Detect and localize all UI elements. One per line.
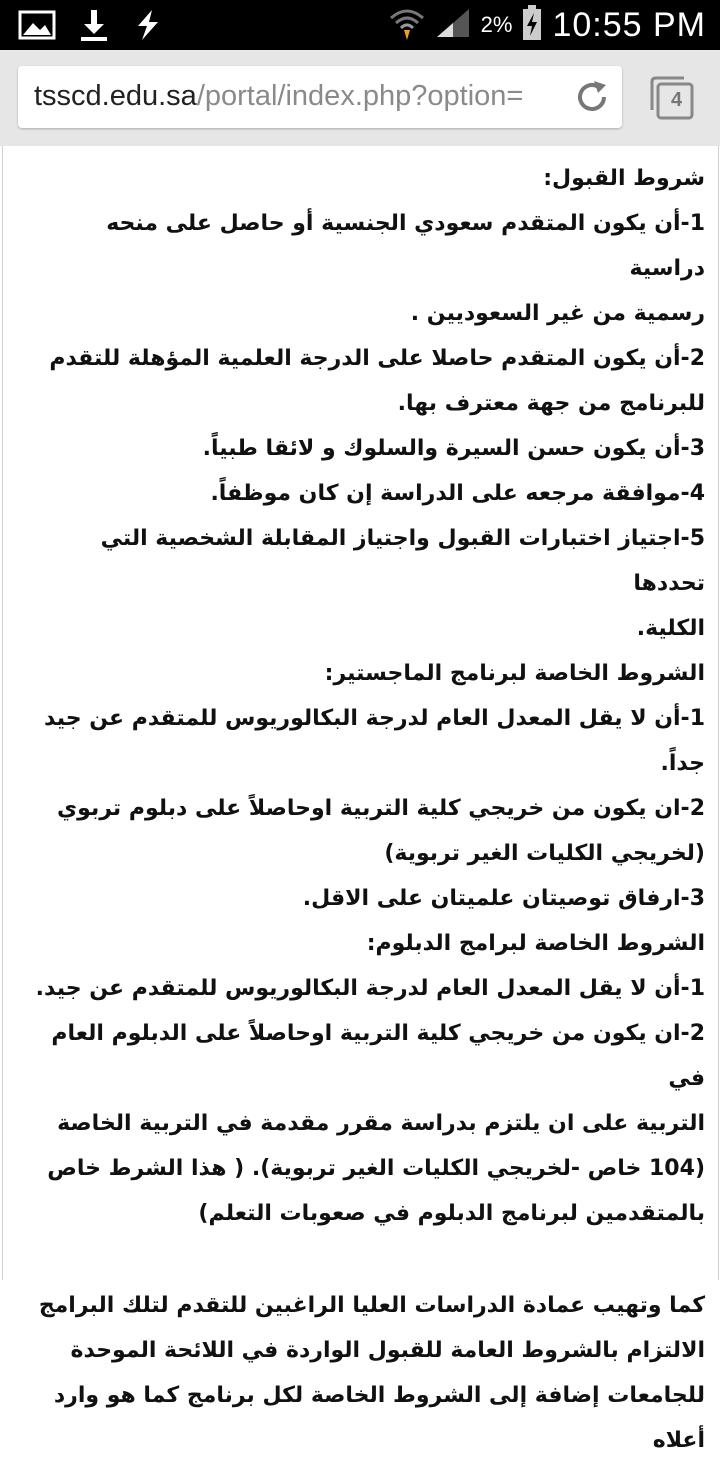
reload-icon[interactable] [574,79,610,115]
text-line: 1-أن لا يقل المعدل العام لدرجة البكالوريوس للمتقدم عن جيد جداً. [44,706,705,776]
text-line: بالمتقدمين لبرنامج الدبلوم في صعوبات التعلم) [198,1201,705,1226]
text-line: (لخريجي الكليات الغير تربوية) [384,841,705,866]
section-heading: شروط القبول: [543,166,705,191]
text-line: الالتزام بالشروط العامة للقبول الواردة في اللائحة الموحدة [70,1338,705,1363]
text-line: 2-أن يكون المتقدم حاصلا على الدرجة العلمية المؤهلة للتقدم [49,346,705,371]
text-line: للجامعات إضافة إلى الشروط الخاصة لكل برنامج كما هو وارد أعلاه [53,1383,705,1453]
admission-conditions-text [30,156,705,1463]
battery-percentage: 2% [480,12,513,37]
text-line: رسمية من غير السعوديين . [410,301,705,326]
text-line: 2-ان يكون من خريجي كلية التربية اوحاصلاً على الدبلوم العام في [51,1021,705,1091]
wifi-icon [389,6,425,44]
address-bar[interactable] [18,66,622,128]
web-page[interactable] [0,146,720,1453]
text-line: 5-اجتياز اختبارات القبول واجتياز المقابلة الشخصية التي تحددها [100,526,705,596]
text-line: 2-ان يكون من خريجي كلية التربية اوحاصلاً على دبلوم تربوي [57,796,705,821]
sync-icon [132,8,164,46]
download-icon [78,8,110,46]
text-line: للبرنامج من جهة معترف بها. [397,391,705,416]
text-line: الكلية. [636,616,705,641]
section-heading: الشروط الخاصة لبرنامج الماجستير: [324,661,705,686]
url-path: /portal/index.php?option= [196,80,524,112]
text-line: 3-ارفاق توصيتان علميتان على الاقل. [302,886,705,911]
url-text[interactable] [34,80,564,113]
tab-count: 4 [671,89,683,111]
tab-switcher-button[interactable] [648,74,696,122]
text-line: 4-موافقة مرجعه على الدراسة إن كان موظفاً. [210,481,705,506]
url-domain: tsscd.edu.sa [34,80,197,112]
clock: 10:55 PM [552,5,706,44]
text-line: 1-أن لا يقل المعدل العام لدرجة البكالوريوس للمتقدم عن جيد. [35,976,705,1001]
text-line: كما وتهيب عمادة الدراسات العليا الراغبين للتقدم لتلك البرامج [38,1293,705,1318]
battery-charging-icon [522,5,542,45]
text-line: التربية على ان يلتزم بدراسة مقرر مقدمة في التربية الخاصة [57,1111,705,1136]
signal-icon [435,7,471,43]
gallery-icon [18,9,56,45]
text-line: 1-أن يكون المتقدم سعودي الجنسية أو حاصل على منحه دراسية [106,211,705,281]
text-line: (104 خاص -لخريجي الكليات الغير تربوية). ( هذا الشرط خاص [47,1156,705,1181]
blank-line [30,1236,705,1283]
browser-toolbar [0,50,720,148]
status-bar [0,0,720,50]
text-line: 3-أن يكون حسن السيرة والسلوك و لائقا طبياً. [202,436,705,461]
section-heading: الشروط الخاصة لبرامج الدبلوم: [366,931,705,956]
